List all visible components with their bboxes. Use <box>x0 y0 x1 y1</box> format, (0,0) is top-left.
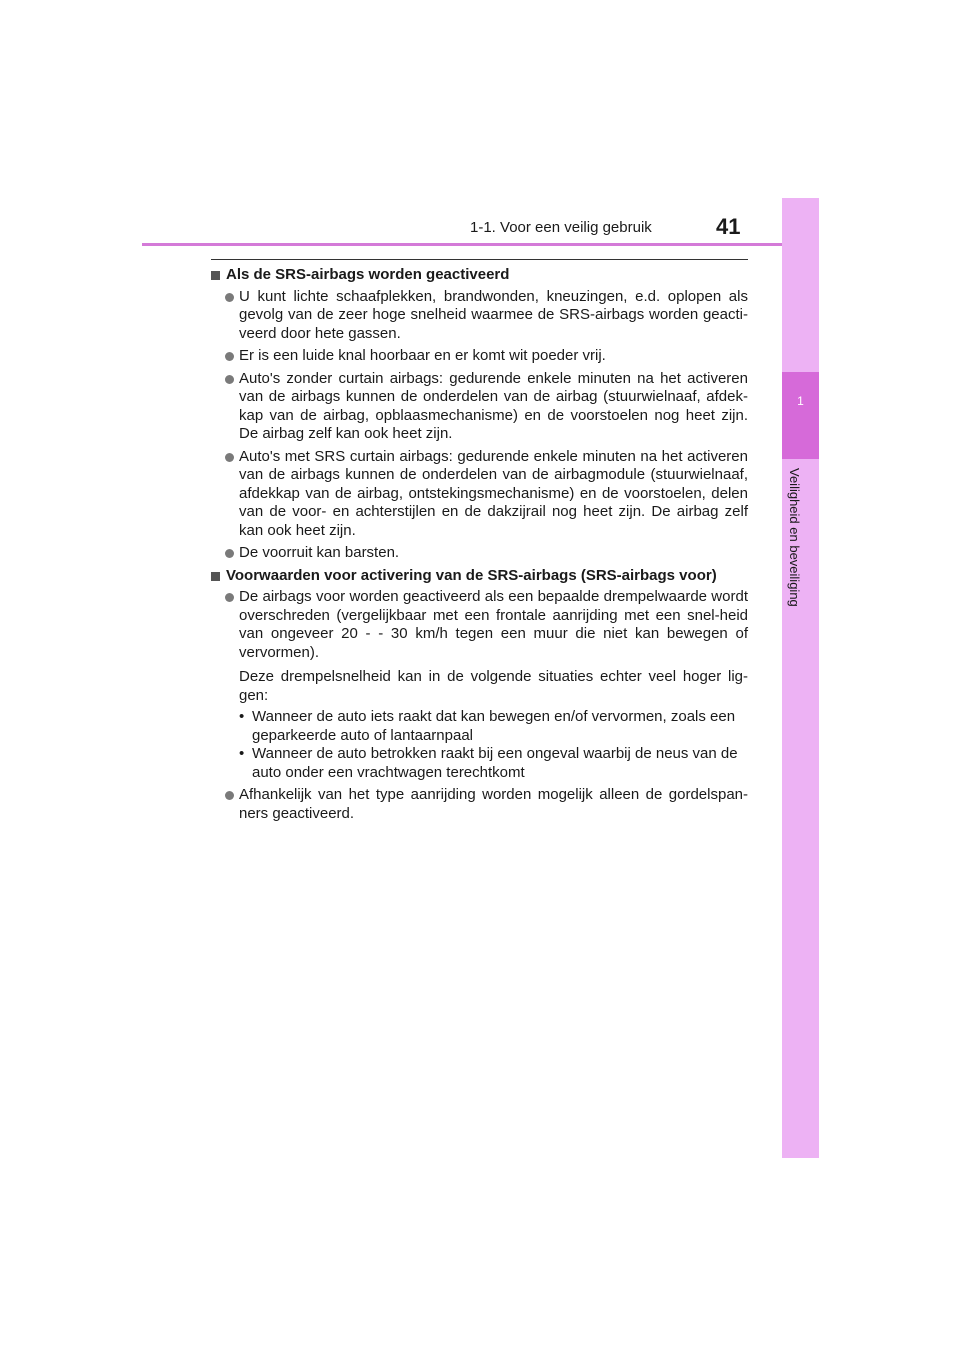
circle-bullet-icon <box>225 791 234 800</box>
chapter-side-tab-active <box>782 372 819 459</box>
chapter-title: Veiligheid en beveiliging <box>787 468 802 607</box>
page-content <box>211 266 748 827</box>
sub-bullet-marker: • <box>239 708 245 725</box>
square-bullet-icon <box>211 572 220 581</box>
circle-bullet-icon <box>225 593 234 602</box>
header-rule <box>142 243 819 246</box>
section-heading: Als de SRS-airbags worden geactiveerd <box>211 266 748 285</box>
sub-bullet-marker: • <box>239 745 245 762</box>
header-section-title: 1-1. Voor een veilig gebruik <box>470 219 652 236</box>
sub-list-item: • Wanneer de auto iets raakt dat kan bewegen en/of vervormen, zoals een geparkeerde auto of lantaarnpaal <box>239 708 736 744</box>
circle-bullet-icon <box>225 375 234 384</box>
chapter-side-tab <box>782 198 819 1158</box>
list-item: U kunt lichte schaafplekken, brandwonden, kneuzingen, e.d. oplopen als gevolg van de zeer hoge snelheid waarmee de SRS-airbags worden geacti-veerd door hete gassen. <box>211 288 748 344</box>
list-item: Er is een luide knal hoorbaar en er komt wit poeder vrij. <box>211 347 748 366</box>
list-item: Auto's zonder curtain airbags: gedurende enkele minuten na het activeren van de airbags kunnen de onderdelen van de airbag (stuurwielnaaf, afdek-kap van de airbag, opblaasmechanisme) en de voorstoelen nog heet zijn. De airbag zelf kan ook heet zijn. <box>211 370 748 444</box>
circle-bullet-icon <box>225 293 234 302</box>
circle-bullet-icon <box>225 549 234 558</box>
sub-list-item: • Wanneer de auto betrokken raakt bij een ongeval waarbij de neus van de auto onder een vrachtwagen terechtkomt <box>239 745 738 781</box>
page-number: 41 <box>716 214 741 239</box>
paragraph: Deze drempelsnelheid kan in de volgende situaties echter veel hoger lig-gen: <box>239 668 748 704</box>
list-item: Afhankelijk van het type aanrijding worden mogelijk alleen de gordelspan-ners geactiveerd. <box>211 786 748 823</box>
list-item: De airbags voor worden geactiveerd als een bepaalde drempelwaarde wordt overschreden (vergelijkbaar met een frontale aanrijding met een snel-heid van ongeveer 20 - - 30 km/h tegen een muur die niet kan bewegen of vervormen). <box>211 588 748 662</box>
circle-bullet-icon <box>225 352 234 361</box>
square-bullet-icon <box>211 271 220 280</box>
list-item: De voorruit kan barsten. <box>211 544 748 563</box>
section-heading: Voorwaarden voor activering van de SRS-airbags (SRS-airbags voor) <box>211 567 748 586</box>
circle-bullet-icon <box>225 453 234 462</box>
chapter-number: 1 <box>797 394 804 408</box>
list-item: Auto's met SRS curtain airbags: gedurende enkele minuten na het activeren van de airbags kunnen de onderdelen van de airbagmodule (stuurwielnaaf, afdekkap van de airbag, ontstekingsmechanisme) en de voorstoelen, delen van de voor- en achterstijlen en de dakzijrail nog heet zijn. De airbag zelf kan ook heet zijn. <box>211 448 748 541</box>
content-top-rule <box>211 259 748 260</box>
